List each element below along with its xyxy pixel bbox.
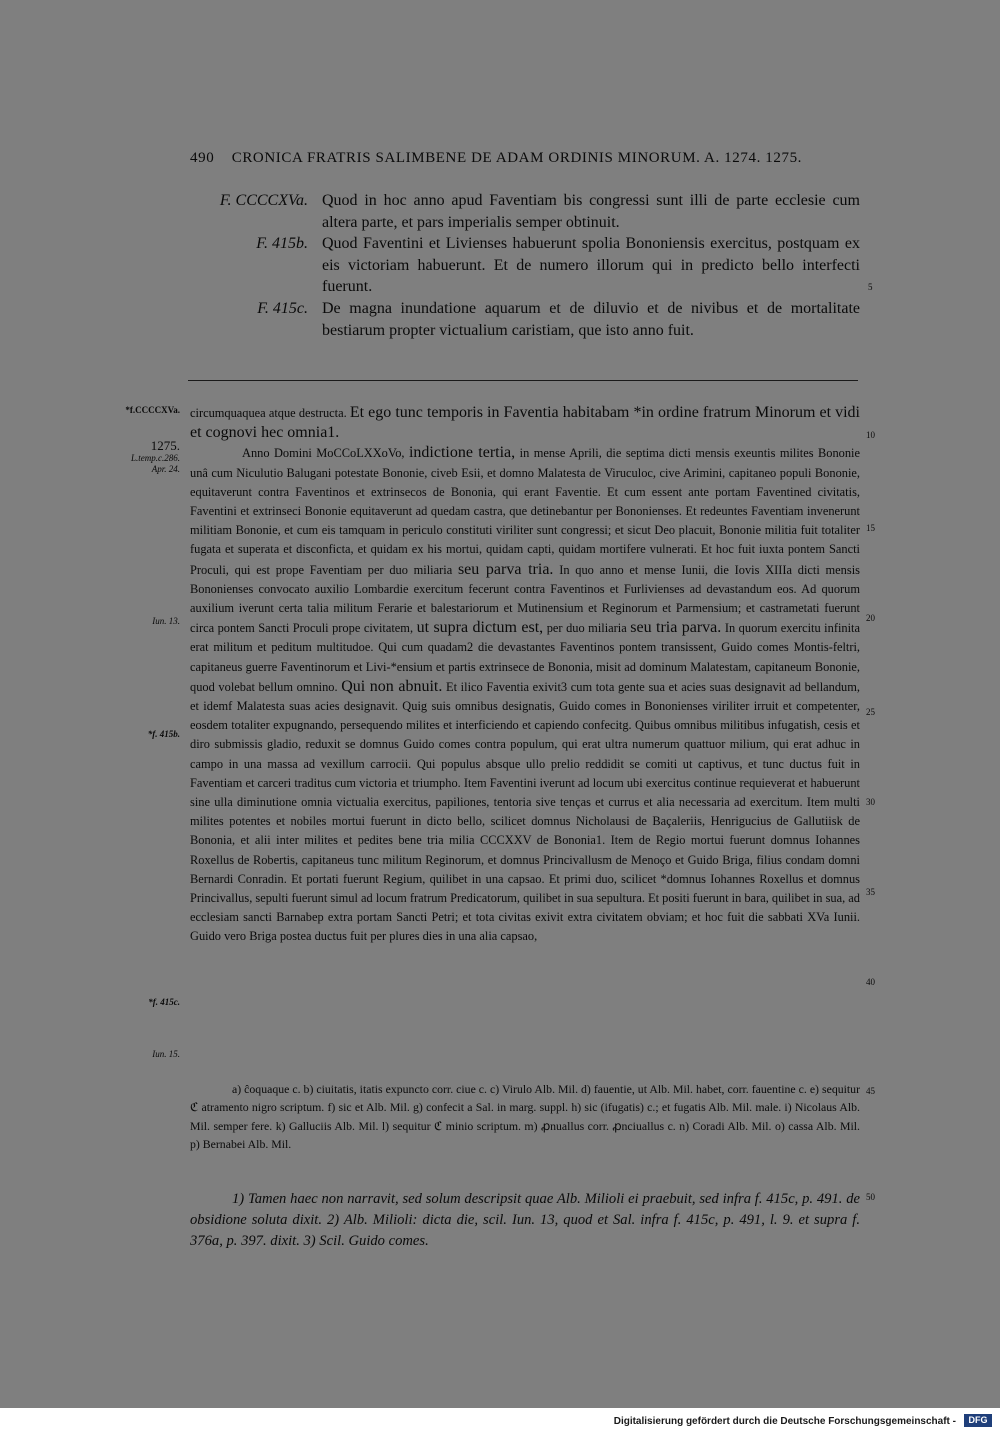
line-number: 10 bbox=[866, 430, 875, 440]
line-number: 30 bbox=[866, 797, 875, 807]
text-segment: seu tria parva. bbox=[630, 619, 722, 637]
page-number: 490 bbox=[190, 150, 215, 166]
text-segment: In quorum exercitu infinita erat militum et peditum multitudoe. Qui cum quadam2 die devastantes Faventinos pontem transissent, Guido comes Montis-feltri, capitaneus guerre Faventinorum et Livi-*ensium et partis extrinsece de Bononia, misit ad dominum Malatestam, capitaneum Bononie, quod volebat bellum omnino. bbox=[190, 621, 860, 694]
margin-note: L.temp.c.286. bbox=[131, 453, 180, 463]
margin-note: Apr. 24. bbox=[151, 464, 180, 474]
line-number: 15 bbox=[866, 523, 875, 533]
toc-entry bbox=[190, 190, 860, 233]
intro-paragraph bbox=[190, 403, 860, 443]
text-segment: In quo anno et mense Iunii, die Iovis XIIIa dicti mensis Bononienses convocato auxilio Lombardie exercitum fecerunt contra Faventinos et Furlivienses ad devastandum eos. Ad quorum auxilium iverunt certa talia militum Ferarie et balestariorum et Mutinensium et Reginorum et Parmensium; et castrametati fuerunt circa pontem Sancti Proculi prope civitatem, bbox=[190, 562, 860, 636]
line-number: 35 bbox=[866, 887, 875, 897]
toc-text: Quod in hoc anno apud Faventiam bis congressi sunt illi de parte ecclesie cum altera parte, et pars imperialis semper obtinuit. bbox=[322, 192, 860, 231]
critical-apparatus: a) ĉoquaque c. b) ciuitatis, itatis expuncto corr. ciue c. c) Virulo Alb. Mil. d) fauentie, ut Alb. Mil. habet, corr. fauentine c. e) sequitur ℭ atramento nigro scriptum. f) sic et Alb. Mil. g) confecit a Sal. in marg. suppl. h) sic (ifugatis) c.; et fugatis Alb. Mil. male. i) Nicolaus Alb. Mil. semper fere. k) Galluciis Alb. Mil. l) sequitur ℭ minio scriptum. m) ꝓnuallus corr. ꝓnciuallus c. n) Coradi Alb. Mil. o) cassa Alb. Mil. p) Bernabei Alb. Mil. bbox=[190, 1082, 860, 1152]
line-number: 40 bbox=[866, 977, 875, 987]
margin-note: Iun. 15. bbox=[152, 1049, 180, 1059]
running-header bbox=[190, 150, 862, 167]
text-segment: Qui non abnuit. bbox=[341, 677, 443, 695]
toc-ref: F. 415b. bbox=[256, 235, 308, 252]
line-number: 20 bbox=[866, 613, 875, 623]
line-number: 45 bbox=[866, 1086, 875, 1096]
dfg-logo: DFG bbox=[964, 1414, 992, 1427]
text-segment: indictione tertia, bbox=[408, 444, 516, 462]
margin-note: 1275. bbox=[150, 438, 180, 453]
dfg-credit: Digitalisierung gefördert durch die Deutsche Forschungsgemeinschaft - bbox=[613, 1416, 956, 1427]
margin-note: *f.CCCCXVa. bbox=[125, 405, 180, 415]
margin-note: Iun. 13. bbox=[152, 616, 180, 626]
margin-note: *f. 415c. bbox=[148, 997, 180, 1007]
text-segment: seu parva tria. bbox=[457, 560, 554, 578]
intro-fragment: circumquaquea atque destructa. bbox=[190, 406, 347, 420]
toc-entry bbox=[190, 233, 860, 298]
main-text bbox=[190, 403, 860, 947]
section-divider bbox=[188, 380, 858, 381]
toc-ref: F. CCCCXVa. bbox=[219, 192, 308, 209]
toc-ref: F. 415c. bbox=[257, 300, 308, 317]
text-segment: in mense Aprili, die septima dicti mensis exeuntis milites Bononie unâ cum Niculutio Balugani potestate Bononie, civeb Esii, et domno Malatesta de Viruculoc, cive Arimini, capitaneo populi Bononie, equitaverunt contra Faventinos et extrinsecos de Bononia, qui erant Faventie. Et cum essent ante portam Faventined civitatis, Faventini et extrinseci Bononie equitaverunt ad quedam castra, que detinebantur per Bononienses. Et redeuntes Faventiam invenerunt militiam Bononie, et cum eis tamquam in periculo constituti viriliter sunt congressi; et sicut Deo placuit, Bononie militia fuit totaliter fugata et superata et disconficta, et quidam ex his mortui, quidam capti, quidam mortifere vulnerati. Et hoc fuit iuxta pontem Sancti Proculi, qui est prope Faventiam per duo miliaria bbox=[190, 446, 860, 577]
line-number: 25 bbox=[866, 707, 875, 717]
line-number: 50 bbox=[866, 1192, 875, 1202]
text-segment: ut supra dictum est, bbox=[416, 619, 544, 637]
dfg-footer-bar bbox=[0, 1408, 1000, 1434]
intro-sentence: Et ego tunc temporis in Faventia habitabam *in ordine fratrum Minorum et vidi et cognovi hec omnia1. bbox=[190, 404, 861, 442]
margin-note: *f. 415b. bbox=[147, 729, 180, 739]
toc-line-number: 5 bbox=[868, 282, 873, 292]
text-segment: per duo miliaria bbox=[546, 621, 627, 636]
toc-text: Quod Faventini et Livienses habuerunt spolia Bononiensis exercitus, postquam ex eis victoriam habuerunt. Et de numero illorum qui in predicto bello interfecti fuerunt. bbox=[322, 235, 860, 295]
text-segment: Anno Domini MoCCoLXXoVo, bbox=[242, 446, 405, 461]
toc-entry bbox=[190, 298, 860, 341]
text-segment: Et ilico Faventia exivit3 cum tota gente sua et acies suas designavit ad bellandum, et idemf Malatesta suas acies designavit. Quig suis omnibus designatis, Guido comes in Bononienses viriliter irruit et competenter, eosdem totaliter expugnando, persequendo milites et interficiendo et capiendo confecitg. Quibus omnibus militibus infugatish, cesis et diro submissis gladio, reduxit se domnus Guido comes contra populum, qui erat ultra numerum quattuor milium, qui erat adhuc in campo in una massa ad vexillum carrocii. Qui populus absque ullo prelio reddidit se comiti ut captivus, et tunc ductus fuit in Faventiam et carceri traditus cum victoria et triumpho. Item Faventini iverunt ad locum ubi exercitus continue requieverat et habuerunt sine ulla diminutione omnia victualia exercitus, papiliones, tentoria sive tenças et currus et alia necessaria ad exercitum. Item multi milites potentes et nobiles mortui fuerunt in dicto bello, scilicet domnus Nicholausi de Baçaleriis, Henrigucius de Gallutiisk de Bononia, et alii inter milites et pedites bene tria milia CCCXXV de Bononia1. Item de Regio mortui fuerunt domnus Iohannes Roxellus de Robertis, capitaneus tunc militum Reginorum, et domnus Princivallusm de Menoço et Guido Briga, filius condam domni Bernardi Conradin. Et portati fuerunt Regium, quilibet in una capsao. Et primi duo, scilicet *domnus Iohannes Roxellus et domnus Princivallus, sepulti fuerunt simul ad locum fratrum Predicatorum, quilibet in sua sepultura. Et positi fuerunt in bara, quilibet in sua, ad ecclesiam sancti Barnabep extra portam Sancti Petri; et tota civitas exivit extra civitatem obviam; et hoc fuit die sabbati XVa Iunii. Guido vero Briga postea ductus fuit per plures dies in una alia capsao, bbox=[190, 679, 860, 944]
running-title: CRONICA FRATRIS SALIMBENE DE ADAM ORDINIS MINORUM. A. 1274. 1275. bbox=[231, 150, 803, 166]
toc-text: De magna inundatione aquarum et de diluvio et de nivibus et de mortalitate bestiarum propter victualium caristiam, que isto anno fuit. bbox=[322, 300, 860, 339]
main-paragraph bbox=[190, 443, 860, 946]
footnotes: 1) Tamen haec non narravit, sed solum descripsit quae Alb. Milioli ei praebuit, sed infra f. 415c, p. 491. de obsidione soluta dixit. 2) Alb. Milioli: dicta die, scil. Iun. 13, quod et Sal. infra f. 415c, p. 491, l. 9. et supra f. 376a, p. 397. dixit. 3) Scil. Guido comes. bbox=[190, 1191, 860, 1250]
